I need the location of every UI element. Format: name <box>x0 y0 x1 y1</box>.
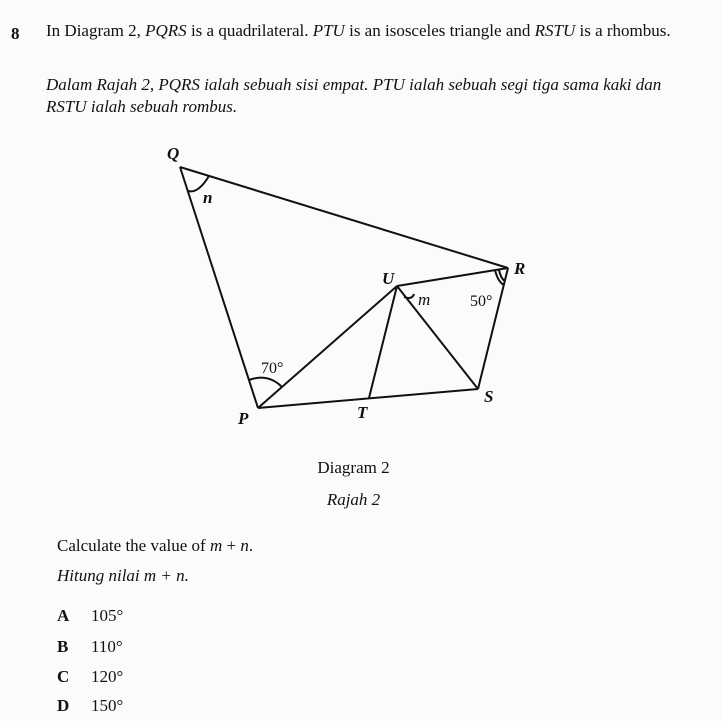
option-letter: D <box>57 696 70 715</box>
edge-qp <box>180 167 258 408</box>
rhombus-name: RSTU <box>534 21 576 40</box>
instruction-malay: Hitung nilai m + n. <box>57 566 189 585</box>
question-text-part: is an isosceles triangle and <box>344 21 535 40</box>
instruction-part: + <box>222 536 241 555</box>
angle-label-m: m <box>418 290 431 309</box>
option-letter: A <box>57 606 70 625</box>
question-number: 8 <box>11 24 20 43</box>
edge-ur <box>397 268 508 286</box>
vertex-label-q: Q <box>167 144 180 163</box>
quadrilateral-name: PQRS <box>145 21 187 40</box>
edge-qr <box>180 167 508 268</box>
edge-rs <box>478 268 508 389</box>
vertex-label-u: U <box>382 269 395 288</box>
triangle-name: PTU <box>312 21 345 40</box>
edge-us <box>397 286 478 389</box>
angle-label-70: 70° <box>261 360 284 377</box>
option-value: 110° <box>91 637 123 656</box>
option-value: 150° <box>91 696 124 715</box>
vertex-label-s: S <box>484 387 494 406</box>
question-text-part: is a rhombus. <box>575 21 671 40</box>
question-text-part: In Diagram 2, <box>46 21 146 40</box>
diagram-caption-malay: Rajah 2 <box>326 490 381 509</box>
option-letter: B <box>57 637 69 656</box>
edge-ut <box>369 286 397 398</box>
option-a[interactable] <box>57 606 123 626</box>
edge-ps <box>258 389 478 408</box>
angle-label-n: n <box>203 188 213 207</box>
instruction-english <box>57 536 253 556</box>
vertex-label-t: T <box>357 403 368 422</box>
angle-arc-p <box>249 378 282 387</box>
instruction-part: Calculate the value of <box>57 536 210 555</box>
angle-arc-r-inner <box>499 270 505 281</box>
question-text-part: is a quadrilateral. <box>186 21 313 40</box>
question-text-malay: Dalam Rajah 2, PQRS ialah sebuah sisi empat. PTU ialah sebuah segi tiga sama kaki dan RSTU ialah sebuah rombus. <box>46 75 662 116</box>
option-b[interactable] <box>57 637 123 657</box>
variable-n: n <box>240 536 249 555</box>
instruction-part: . <box>248 536 254 555</box>
edge-up <box>258 286 397 408</box>
option-d[interactable] <box>57 696 123 716</box>
option-value: 105° <box>91 606 124 625</box>
option-value: 120° <box>91 667 124 686</box>
diagram-caption-english: Diagram 2 <box>317 458 390 477</box>
option-letter: C <box>57 667 70 686</box>
vertex-label-r: R <box>514 259 526 278</box>
angle-label-50: 50° <box>470 293 493 310</box>
vertex-label-p: P <box>238 409 249 428</box>
option-c[interactable] <box>57 667 123 687</box>
variable-m: m <box>209 536 223 555</box>
